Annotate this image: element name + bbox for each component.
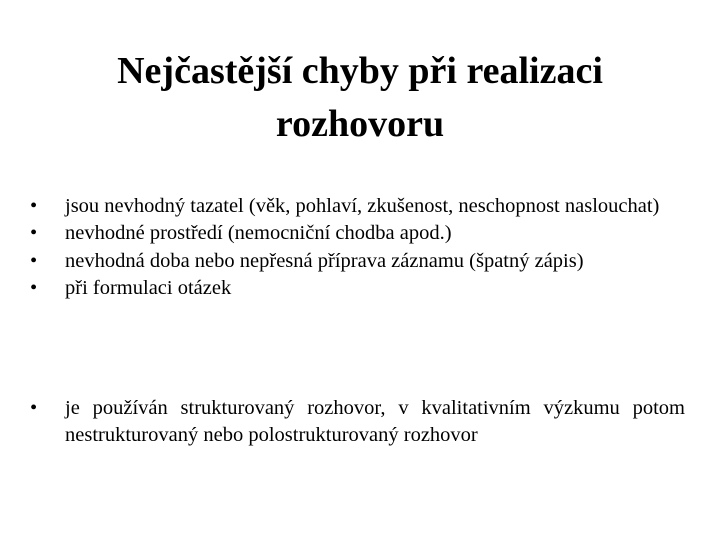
bullet-icon: •: [30, 222, 38, 245]
bullet-icon: •: [30, 397, 38, 419]
bullet-item-timing: [30, 248, 685, 275]
bullet-icon: •: [30, 276, 38, 299]
bullet-text: je používán strukturovaný rozhovor, v kvalitativním výzkumu potom nestrukturovaný nebo polostrukturovaný rozhovor: [65, 397, 685, 447]
bullet-icon: •: [30, 249, 38, 272]
slide-title-line-2: rozhovoru: [275, 103, 445, 146]
bullet-item-questions: [30, 275, 685, 302]
slide-title-line-1: Nejčastější chyby při realizaci: [117, 50, 603, 92]
bullet-text: jsou nevhodný tazatel (věk, pohlaví, zkušenost, neschopnost naslouchat): [65, 195, 660, 217]
bullet-item-interviewer: [30, 193, 685, 220]
bullet-text: při formulaci otázek: [65, 276, 232, 299]
bullet-item-structured: [30, 395, 685, 450]
bullet-text: nevhodná doba nebo nepřesná příprava záznamu (špatný zápis): [65, 249, 584, 272]
slide-title: [60, 45, 660, 151]
bullet-list-errors: [30, 193, 685, 302]
bullet-list-interview-types: [30, 395, 685, 450]
bullet-item-environment: [30, 220, 685, 247]
bullet-icon: •: [30, 195, 38, 217]
bullet-text: nevhodné prostředí (nemocniční chodba apod.): [65, 222, 452, 245]
